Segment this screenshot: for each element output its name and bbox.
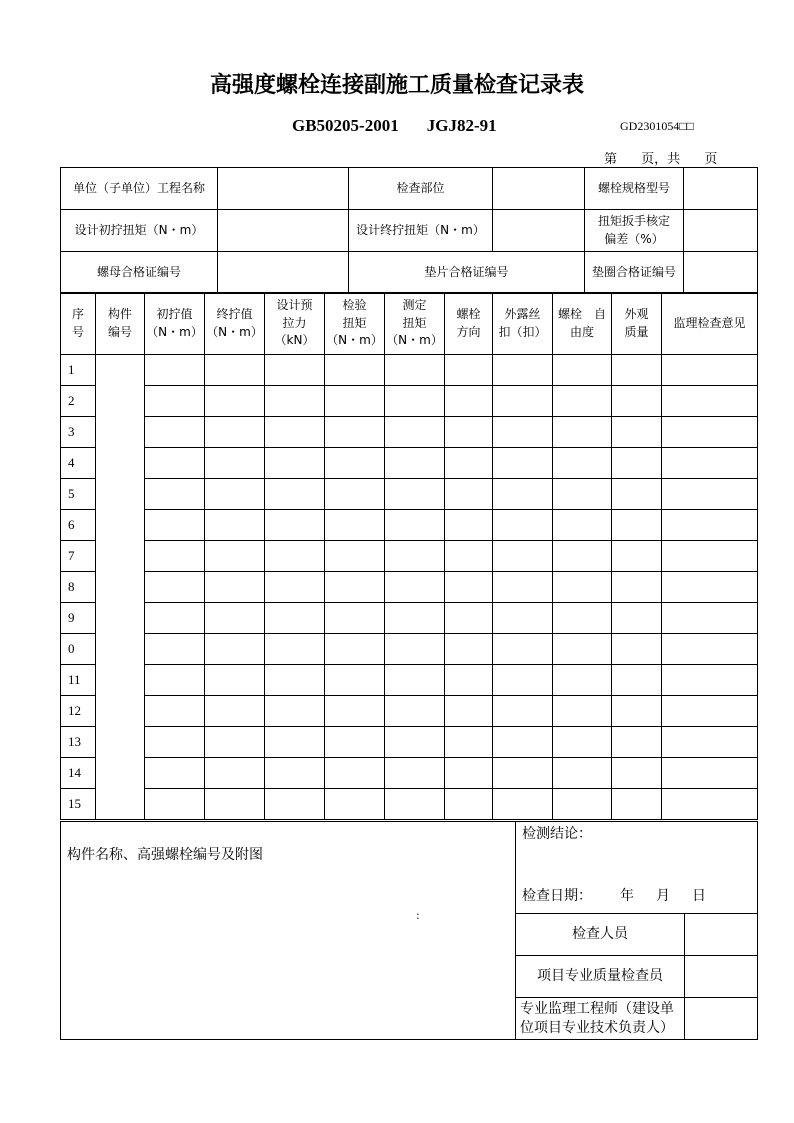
- data-cell[interactable]: [612, 634, 662, 665]
- data-cell[interactable]: [553, 479, 612, 510]
- data-cell[interactable]: [493, 355, 553, 386]
- data-cell[interactable]: [445, 355, 493, 386]
- data-cell[interactable]: [612, 665, 662, 696]
- table-row: [61, 355, 758, 386]
- col-header-final-value: [205, 293, 265, 355]
- row-number: 7: [61, 541, 96, 572]
- page-label-ye: 页: [704, 152, 718, 167]
- col-header-supervision-opinion: 监理检查意见: [662, 293, 758, 355]
- data-cell[interactable]: [265, 417, 325, 448]
- standard-code-jgj: JGJ82-91: [426, 116, 497, 135]
- data-cell[interactable]: [553, 355, 612, 386]
- page-label-gong: 页，共: [641, 152, 681, 167]
- data-cell[interactable]: [493, 572, 553, 603]
- data-cell[interactable]: [205, 541, 265, 572]
- data-cell[interactable]: [205, 448, 265, 479]
- col-header-text: 构件: [107, 307, 132, 322]
- table-row: [61, 789, 758, 820]
- data-cell[interactable]: [553, 417, 612, 448]
- data-cell[interactable]: [325, 386, 385, 417]
- data-cell[interactable]: [385, 386, 445, 417]
- table-row: [61, 386, 758, 417]
- data-cell[interactable]: [325, 665, 385, 696]
- data-cell[interactable]: [385, 572, 445, 603]
- data-cell[interactable]: [205, 417, 265, 448]
- col-header-text: 设计预: [276, 298, 313, 313]
- data-cell[interactable]: [145, 417, 205, 448]
- data-cell[interactable]: [445, 634, 493, 665]
- data-cell[interactable]: [493, 789, 553, 820]
- data-cell[interactable]: [205, 727, 265, 758]
- col-header-bolt-direction: [445, 293, 493, 355]
- data-cell[interactable]: [385, 355, 445, 386]
- data-cell[interactable]: [325, 448, 385, 479]
- row-number: 5: [61, 479, 96, 510]
- data-cell[interactable]: [493, 448, 553, 479]
- data-cell[interactable]: [553, 541, 612, 572]
- row-number: 3: [61, 417, 96, 448]
- col-header-text: （N・m）: [206, 324, 263, 339]
- data-cell[interactable]: [445, 417, 493, 448]
- data-cell[interactable]: [145, 727, 205, 758]
- data-cell[interactable]: [205, 634, 265, 665]
- label-unit-project-name: 单位（子单位）工程名称: [61, 168, 218, 210]
- table-row: [61, 603, 758, 634]
- data-cell[interactable]: [205, 479, 265, 510]
- data-cell[interactable]: [493, 541, 553, 572]
- data-cell[interactable]: [662, 386, 758, 417]
- data-cell[interactable]: [385, 541, 445, 572]
- data-cell[interactable]: [265, 789, 325, 820]
- data-cell[interactable]: [445, 572, 493, 603]
- label-inspector: 检查人员: [516, 914, 685, 956]
- data-cell[interactable]: [205, 355, 265, 386]
- data-cell[interactable]: [553, 727, 612, 758]
- data-cell[interactable]: [662, 510, 758, 541]
- data-cell[interactable]: [325, 634, 385, 665]
- data-cell[interactable]: [662, 448, 758, 479]
- data-cell[interactable]: [553, 386, 612, 417]
- data-cell[interactable]: [662, 603, 758, 634]
- data-cell[interactable]: [385, 479, 445, 510]
- supervisor-line-2: 位项目专业技术负责人）: [520, 1019, 674, 1036]
- col-header-text: （N・m）: [386, 333, 443, 348]
- col-header-appearance-quality: [612, 293, 662, 355]
- data-cell[interactable]: [553, 758, 612, 789]
- table-row: [61, 479, 758, 510]
- data-cell[interactable]: [553, 448, 612, 479]
- label-design-final-torque: 设计终拧扭矩（N・m）: [349, 210, 493, 252]
- data-cell[interactable]: [265, 448, 325, 479]
- supervisor-line-1: 专业监理工程师（建设单: [520, 1000, 674, 1017]
- row-number: 13: [61, 727, 96, 758]
- data-cell[interactable]: [553, 510, 612, 541]
- data-cell[interactable]: [493, 758, 553, 789]
- col-header-text: 扭矩: [342, 315, 367, 330]
- data-cell[interactable]: [385, 634, 445, 665]
- data-cell[interactable]: [662, 696, 758, 727]
- col-header-text: 拉力: [282, 315, 307, 330]
- row-number: 6: [61, 510, 96, 541]
- data-cell[interactable]: [612, 727, 662, 758]
- data-cell[interactable]: [662, 541, 758, 572]
- date-month: 月: [656, 888, 670, 904]
- row-number: 4: [61, 448, 96, 479]
- data-cell[interactable]: [612, 417, 662, 448]
- label-wrench-check-deviation: [585, 210, 684, 252]
- table-row: [61, 634, 758, 665]
- data-cell[interactable]: [265, 386, 325, 417]
- table-row: [61, 758, 758, 789]
- data-cell[interactable]: [662, 634, 758, 665]
- attachment-area[interactable]: [61, 822, 516, 1040]
- table-row: [61, 727, 758, 758]
- data-cell[interactable]: [325, 510, 385, 541]
- data-cell[interactable]: [145, 634, 205, 665]
- data-cell[interactable]: [493, 727, 553, 758]
- page-info: [604, 148, 723, 167]
- data-cell[interactable]: [493, 510, 553, 541]
- value-supervisor[interactable]: [685, 998, 758, 1040]
- data-cell[interactable]: [265, 541, 325, 572]
- value-bolt-spec-model[interactable]: [684, 168, 758, 210]
- conclusion-label: 检测结论：: [522, 826, 592, 842]
- table-row: [61, 541, 758, 572]
- data-cell[interactable]: [145, 355, 205, 386]
- footer-table: [60, 821, 758, 1040]
- col-header-text: 初拧值: [156, 307, 193, 322]
- data-cell[interactable]: [662, 789, 758, 820]
- value-ring-cert-no[interactable]: [684, 252, 758, 294]
- data-cell[interactable]: [445, 448, 493, 479]
- data-cell[interactable]: [612, 572, 662, 603]
- col-header-text: 螺栓 自: [557, 307, 606, 322]
- data-cell[interactable]: [662, 417, 758, 448]
- data-cell[interactable]: [265, 603, 325, 634]
- label-quality-inspector: 项目专业质量检查员: [516, 956, 685, 998]
- table-row: [61, 417, 758, 448]
- data-cell[interactable]: [445, 510, 493, 541]
- member-no-cell[interactable]: [96, 355, 145, 820]
- data-cell[interactable]: [265, 665, 325, 696]
- data-cell[interactable]: [662, 758, 758, 789]
- data-cell[interactable]: [385, 727, 445, 758]
- table-row: [61, 665, 758, 696]
- row-number: 1: [61, 355, 96, 386]
- value-wrench-check-deviation[interactable]: [684, 210, 758, 252]
- col-header-seq: [61, 293, 96, 355]
- data-cell[interactable]: [325, 355, 385, 386]
- data-cell[interactable]: [265, 727, 325, 758]
- value-design-final-torque[interactable]: [493, 210, 585, 252]
- col-header-text: 扣（扣）: [498, 324, 547, 339]
- col-header-measured-torque: [385, 293, 445, 355]
- data-cell[interactable]: [205, 758, 265, 789]
- col-header-text: 外观: [624, 307, 649, 322]
- data-cell[interactable]: [445, 727, 493, 758]
- data-cell[interactable]: [205, 696, 265, 727]
- col-header-check-torque: [325, 293, 385, 355]
- data-cell[interactable]: [445, 479, 493, 510]
- data-cell[interactable]: [612, 603, 662, 634]
- data-cell[interactable]: [205, 603, 265, 634]
- data-cell[interactable]: [145, 665, 205, 696]
- data-cell[interactable]: [145, 510, 205, 541]
- data-cell[interactable]: [445, 696, 493, 727]
- data-cell[interactable]: [493, 665, 553, 696]
- col-header-text: 方向: [456, 324, 481, 339]
- attachment-label: 构件名称、高强螺栓编号及附图: [67, 847, 263, 863]
- data-cell[interactable]: [493, 696, 553, 727]
- col-header-exposed-thread: [493, 293, 553, 355]
- row-number: 11: [61, 665, 96, 696]
- standard-code-gb: GB50205-2001: [292, 116, 399, 135]
- data-cell[interactable]: [445, 789, 493, 820]
- data-cell[interactable]: [385, 758, 445, 789]
- data-cell[interactable]: [145, 448, 205, 479]
- label-bolt-spec-model: 螺栓规格型号: [585, 168, 684, 210]
- form-code: GD2301054□□: [620, 119, 694, 133]
- col-header-text: 终拧值: [216, 307, 253, 322]
- col-header-text: （N・m）: [146, 324, 203, 339]
- data-cell[interactable]: [145, 479, 205, 510]
- row-number: 14: [61, 758, 96, 789]
- data-cell[interactable]: [445, 386, 493, 417]
- date-day: 日: [692, 888, 706, 904]
- data-cell[interactable]: [325, 789, 385, 820]
- data-cell[interactable]: [145, 572, 205, 603]
- data-cell[interactable]: [445, 665, 493, 696]
- label-wrench-line-2: 偏差（%）: [604, 231, 664, 246]
- standard-codes: [292, 116, 497, 136]
- label-inspection-location: 检查部位: [349, 168, 493, 210]
- row-number: 9: [61, 603, 96, 634]
- row-number: 15: [61, 789, 96, 820]
- data-cell[interactable]: [662, 727, 758, 758]
- value-unit-project-name[interactable]: [218, 168, 349, 210]
- data-cell[interactable]: [145, 541, 205, 572]
- data-cell[interactable]: [265, 355, 325, 386]
- data-cell[interactable]: [612, 541, 662, 572]
- data-cell[interactable]: [385, 665, 445, 696]
- data-cell[interactable]: [145, 603, 205, 634]
- date-label: 检查日期：: [522, 888, 592, 904]
- table-row: [61, 510, 758, 541]
- data-cell[interactable]: [493, 386, 553, 417]
- col-header-text: 质量: [624, 324, 649, 339]
- data-cell[interactable]: [612, 696, 662, 727]
- data-cell[interactable]: [325, 417, 385, 448]
- row-number: 8: [61, 572, 96, 603]
- grid-body: [61, 355, 758, 820]
- col-header-text: 序: [71, 307, 84, 322]
- data-cell[interactable]: [493, 634, 553, 665]
- data-cell[interactable]: [145, 386, 205, 417]
- data-cell[interactable]: [385, 417, 445, 448]
- label-ring-cert-no: 垫圈合格证编号: [585, 252, 684, 294]
- data-cell[interactable]: [265, 758, 325, 789]
- data-cell[interactable]: [612, 386, 662, 417]
- data-cell[interactable]: [445, 758, 493, 789]
- data-cell[interactable]: [205, 789, 265, 820]
- col-header-text: 测定: [402, 298, 427, 313]
- data-cell[interactable]: [553, 789, 612, 820]
- data-cell[interactable]: [265, 572, 325, 603]
- data-cell[interactable]: [145, 696, 205, 727]
- inspection-date: [522, 886, 706, 906]
- data-cell[interactable]: [493, 417, 553, 448]
- data-cell[interactable]: [325, 696, 385, 727]
- col-header-text: 检验: [342, 298, 367, 313]
- data-cell[interactable]: [662, 572, 758, 603]
- data-cell[interactable]: [325, 603, 385, 634]
- value-inspection-location[interactable]: [493, 168, 585, 210]
- data-cell[interactable]: [145, 789, 205, 820]
- data-cell[interactable]: [612, 355, 662, 386]
- data-cell[interactable]: [205, 386, 265, 417]
- data-cell[interactable]: [662, 355, 758, 386]
- value-nut-cert-no[interactable]: [218, 252, 349, 294]
- data-cell[interactable]: [553, 634, 612, 665]
- data-cell[interactable]: [385, 789, 445, 820]
- page-label-di: 第: [604, 152, 618, 167]
- data-cell[interactable]: [205, 572, 265, 603]
- data-cell[interactable]: [445, 541, 493, 572]
- row-number: 12: [61, 696, 96, 727]
- label-nut-cert-no: 螺母合格证编号: [61, 252, 218, 294]
- data-cell[interactable]: [553, 696, 612, 727]
- data-cell[interactable]: [445, 603, 493, 634]
- label-design-initial-torque: 设计初拧扭矩（N・m）: [61, 210, 218, 252]
- col-header-design-pretension: [265, 293, 325, 355]
- data-cell[interactable]: [325, 727, 385, 758]
- data-cell[interactable]: [612, 510, 662, 541]
- row-number: 0: [61, 634, 96, 665]
- data-cell[interactable]: [662, 665, 758, 696]
- col-header-text: 由度: [569, 324, 594, 339]
- col-header-text: 扭矩: [402, 315, 427, 330]
- table-row: [61, 572, 758, 603]
- data-cell[interactable]: [265, 510, 325, 541]
- data-cell[interactable]: [265, 696, 325, 727]
- data-cell[interactable]: [612, 758, 662, 789]
- header-info-table: [60, 167, 758, 294]
- conclusion-area[interactable]: [516, 822, 706, 914]
- document-title: 高强度螺栓连接副施工质量检查记录表: [209, 72, 584, 98]
- table-row: [61, 448, 758, 479]
- col-header-text: （N・m）: [326, 333, 383, 348]
- col-header-text: 螺栓: [456, 307, 481, 322]
- col-header-text: （kN）: [274, 333, 315, 348]
- table-row: [61, 696, 758, 727]
- data-cell[interactable]: [612, 789, 662, 820]
- data-cell[interactable]: [325, 572, 385, 603]
- value-design-initial-torque[interactable]: [218, 210, 349, 252]
- label-supervisor: [516, 998, 685, 1040]
- value-inspector[interactable]: [685, 914, 758, 956]
- col-header-member-no: [96, 293, 145, 355]
- data-cell[interactable]: [325, 479, 385, 510]
- data-cell[interactable]: [493, 603, 553, 634]
- data-cell[interactable]: [205, 665, 265, 696]
- data-cell[interactable]: [553, 572, 612, 603]
- data-cell[interactable]: [612, 448, 662, 479]
- value-quality-inspector[interactable]: [685, 956, 758, 998]
- data-cell[interactable]: [325, 758, 385, 789]
- col-header-text: 号: [71, 324, 84, 339]
- dot-mark: :: [416, 909, 420, 922]
- data-cell[interactable]: [612, 479, 662, 510]
- data-cell[interactable]: [265, 479, 325, 510]
- data-cell[interactable]: [553, 665, 612, 696]
- label-wrench-line-1: 扭矩扳手核定: [597, 214, 670, 229]
- col-header-initial-value: [145, 293, 205, 355]
- date-year: 年: [620, 888, 634, 904]
- data-cell[interactable]: [385, 448, 445, 479]
- data-cell[interactable]: [145, 758, 205, 789]
- data-cell[interactable]: [553, 603, 612, 634]
- data-cell[interactable]: [385, 696, 445, 727]
- data-cell[interactable]: [265, 634, 325, 665]
- col-header-text: 外露丝: [504, 307, 541, 322]
- data-cell[interactable]: [662, 479, 758, 510]
- data-cell[interactable]: [325, 541, 385, 572]
- col-header-text: 编号: [107, 324, 132, 339]
- inspection-grid: [60, 292, 758, 820]
- data-cell[interactable]: [385, 603, 445, 634]
- data-cell[interactable]: [205, 510, 265, 541]
- data-cell[interactable]: [493, 479, 553, 510]
- label-washer-cert-no: 垫片合格证编号: [349, 252, 585, 294]
- row-number: 2: [61, 386, 96, 417]
- col-header-bolt-freedom: [553, 293, 612, 355]
- data-cell[interactable]: [385, 510, 445, 541]
